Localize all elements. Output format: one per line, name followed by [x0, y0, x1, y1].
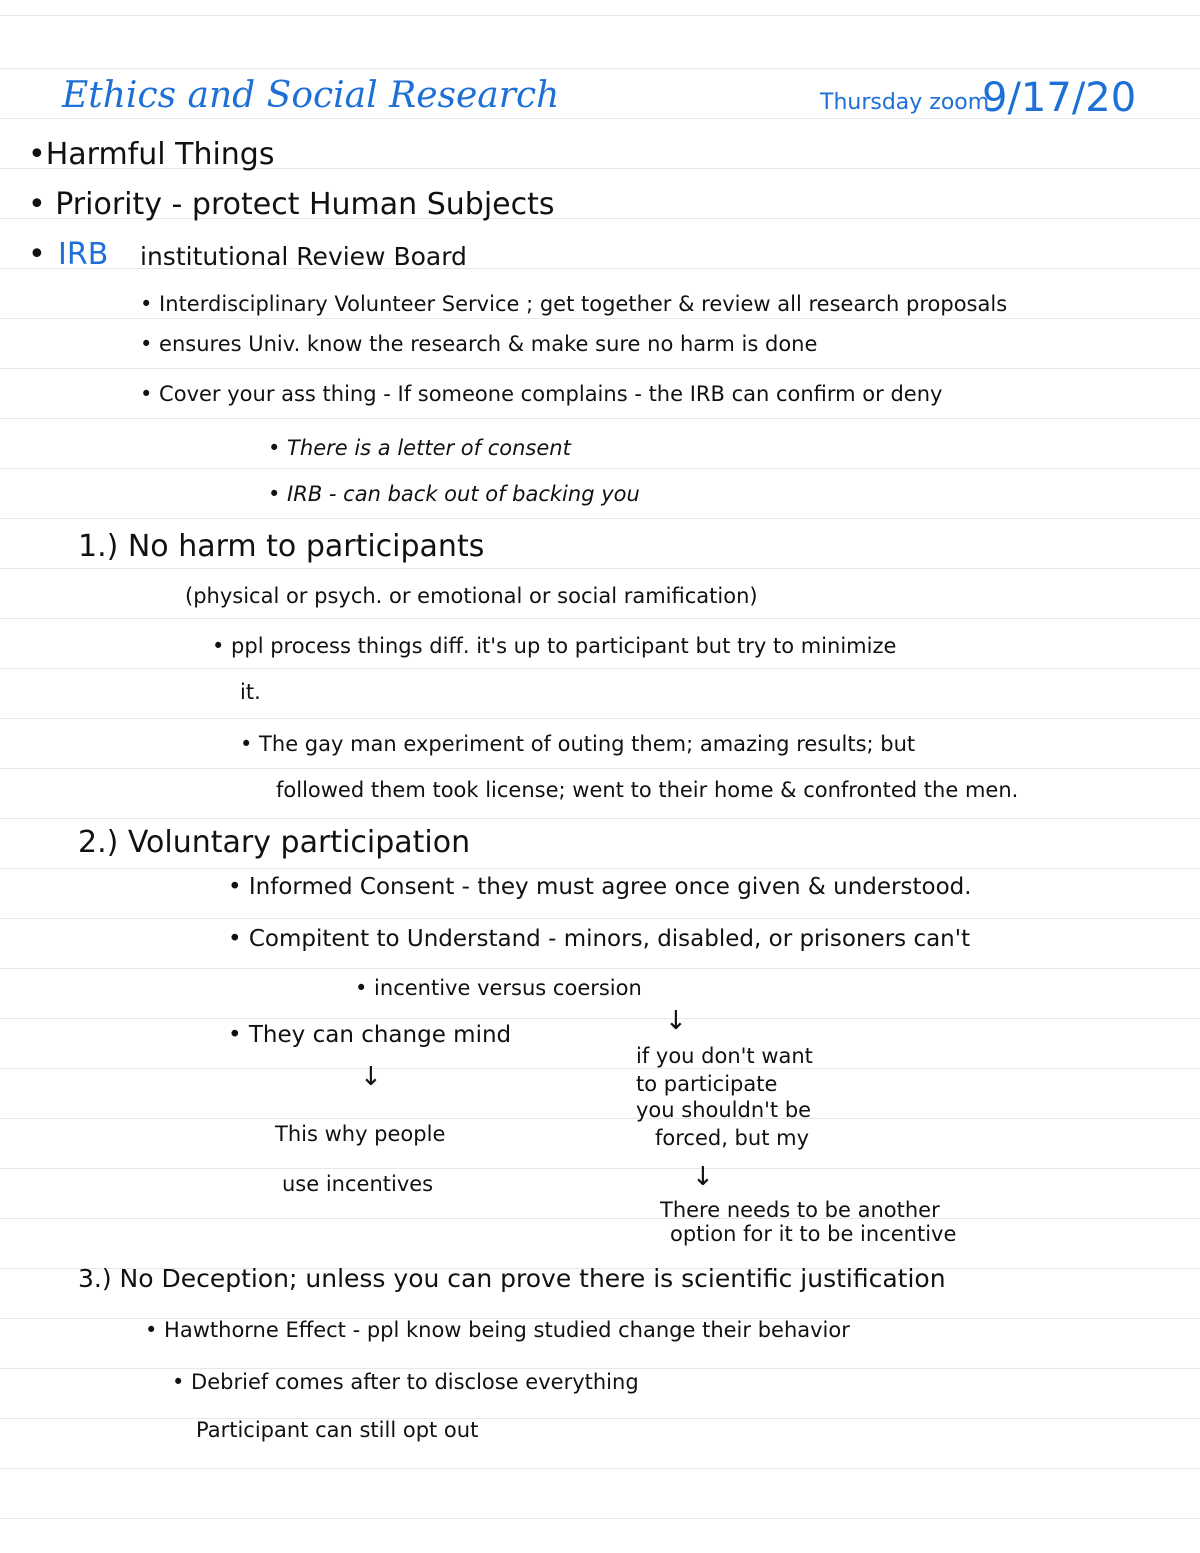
- principle-3-note-debrief: • Debrief comes after to disclose everything: [172, 1370, 639, 1394]
- principle-2-note-competent: • Compitent to Understand - minors, disabled, or prisoners can't: [228, 926, 971, 952]
- side-note-line-1: if you don't want: [636, 1044, 813, 1068]
- side-note-line-3: you shouldn't be: [636, 1098, 812, 1122]
- date-label: 9/17/20: [982, 75, 1137, 121]
- irb-acronym: IRB: [58, 237, 109, 272]
- left-note-line-2: use incentives: [282, 1172, 434, 1196]
- left-note-line-1: This why people: [275, 1122, 446, 1146]
- principle-3-heading: 3.) No Deception; unless you can prove there is scientific justification: [78, 1264, 946, 1293]
- priority-heading: • Priority - protect Human Subjects: [28, 187, 555, 222]
- side-note-line-4: forced, but my: [655, 1126, 809, 1150]
- principle-2-note-incentive: • incentive versus coersion: [355, 976, 642, 1000]
- arrow-down-icon: ↓: [692, 1162, 714, 1192]
- day-label: Thursday zoom: [820, 90, 990, 115]
- principle-3-note-opt-out: Participant can still opt out: [196, 1418, 479, 1442]
- principle-3-note-hawthorne: • Hawthorne Effect - ppl know being studied change their behavior: [145, 1318, 850, 1342]
- irb-note-back-out: • IRB - can back out of backing you: [268, 482, 640, 506]
- page-title: Ethics and Social Research: [62, 75, 560, 116]
- irb-note-cover: • Cover your ass thing - If someone complains - the IRB can confirm or deny: [140, 382, 943, 406]
- arrow-down-icon: ↓: [360, 1062, 382, 1092]
- irb-note-ensures: • ensures Univ. know the research & make sure no harm is done: [140, 332, 818, 356]
- irb-note-interdisciplinary: • Interdisciplinary Volunteer Service ; get together & review all research proposals: [140, 292, 1008, 316]
- irb-full-name: institutional Review Board: [140, 242, 467, 271]
- side-note-line-2: to participate: [636, 1072, 778, 1096]
- principle-2-heading: 2.) Voluntary participation: [78, 825, 471, 860]
- arrow-down-icon: ↓: [665, 1006, 687, 1036]
- principle-1-harm-types: (physical or psych. or emotional or social ramification): [185, 584, 758, 608]
- principle-1-note-experiment-cont: followed them took license; went to their home & confronted the men.: [276, 778, 1019, 802]
- harmful-things-heading: •Harmful Things: [28, 137, 275, 172]
- principle-1-heading: 1.) No harm to participants: [78, 529, 485, 564]
- principle-2-note-informed-consent: • Informed Consent - they must agree once given & understood.: [228, 874, 972, 900]
- side-note-line-5: There needs to be another: [660, 1198, 940, 1222]
- irb-note-consent-letter: • There is a letter of consent: [268, 436, 571, 460]
- principle-1-note-process-cont: it.: [240, 680, 261, 704]
- side-note-line-6: option for it to be incentive: [670, 1222, 957, 1246]
- principle-2-note-change-mind: • They can change mind: [228, 1022, 512, 1048]
- principle-1-note-process: • ppl process things diff. it's up to participant but try to minimize: [212, 634, 897, 658]
- irb-bullet: •: [28, 237, 46, 272]
- principle-1-note-experiment: • The gay man experiment of outing them; amazing results; but: [240, 732, 916, 756]
